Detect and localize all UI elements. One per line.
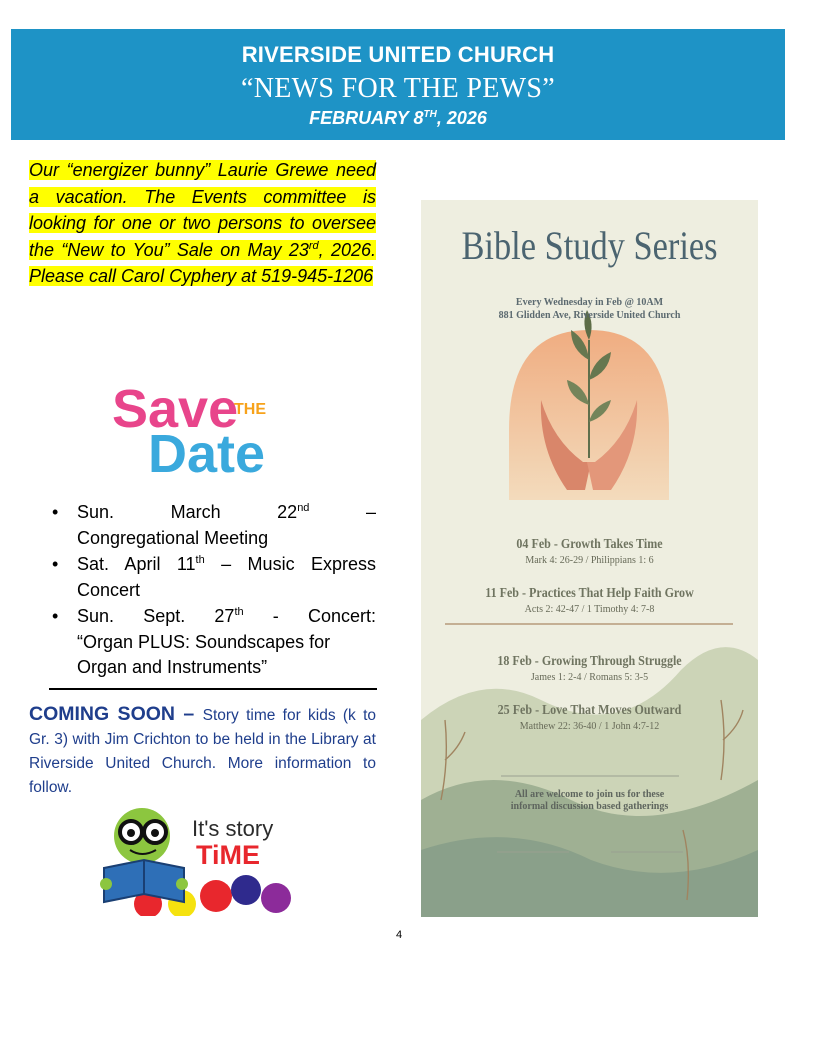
newsletter-header [11,29,785,140]
event-item: • Sat. April 11th – Music Express Concert [46,552,376,603]
story-time-bookworm-graphic [100,806,305,916]
newsletter-title: “NEWS FOR THE PEWS” [241,73,555,104]
save-the-date-graphic [110,372,295,477]
time-text: TiME [196,840,261,870]
poster-title: Bible Study Series [461,223,718,268]
section-divider [49,688,377,690]
page-number: 4 [396,929,403,941]
the-word: THE [234,401,266,418]
bible-study-poster [421,200,758,917]
coming-soon-notice: COMING SOON – Story time for kids (k to Gr. 3) with Jim Crichton to be held in the Library at Riverside United Church. More information to follow. [29,703,376,796]
poster-welcome-note: All are welcome to join us for these informal discussion based gatherings [510,789,669,812]
session-item: 25 Feb - Love That Moves Outward Matthew 22: 36-40 / 1 John 4:7-12 [497,703,682,732]
session-item: 04 Feb - Growth Takes Time Mark 4: 26-29 / Philippians 1: 6 [516,537,663,566]
poster-schedule: Every Wednesday in Feb @ 10AM [515,297,664,308]
volunteer-notice: Our “energizer bunny” Laurie Grewe need a vacation. The Events committee is looking for one or two persons to oversee the “New to You” Sale on May 23rd, 2026. Please call Carol Cyphery at 519-945-1206 [29,160,376,286]
event-item: • Sun. Sept. 27th - Concert: “Organ PLUS: Soundscapes for Organ and Instruments” [46,604,376,681]
issue-date: FEBRUARY 8TH, 2026 [309,108,487,128]
date-word: Date [148,424,266,477]
events-list [46,500,376,682]
its-story-text: It's story [192,816,274,841]
church-name: RIVERSIDE UNITED CHURCH [241,42,555,67]
poster-location: 881 Glidden Ave, Riverside United Church [498,310,681,321]
save-word: Save [112,379,239,439]
session-item: 18 Feb - Growing Through Struggle James 1: 2-4 / Romans 5: 3-5 [497,654,682,683]
event-item: • Sun. March 22nd – Congregational Meeting [46,500,376,551]
session-item: 11 Feb - Practices That Help Faith Grow Acts 2: 42-47 / 1 Timothy 4: 7-8 [485,586,694,615]
